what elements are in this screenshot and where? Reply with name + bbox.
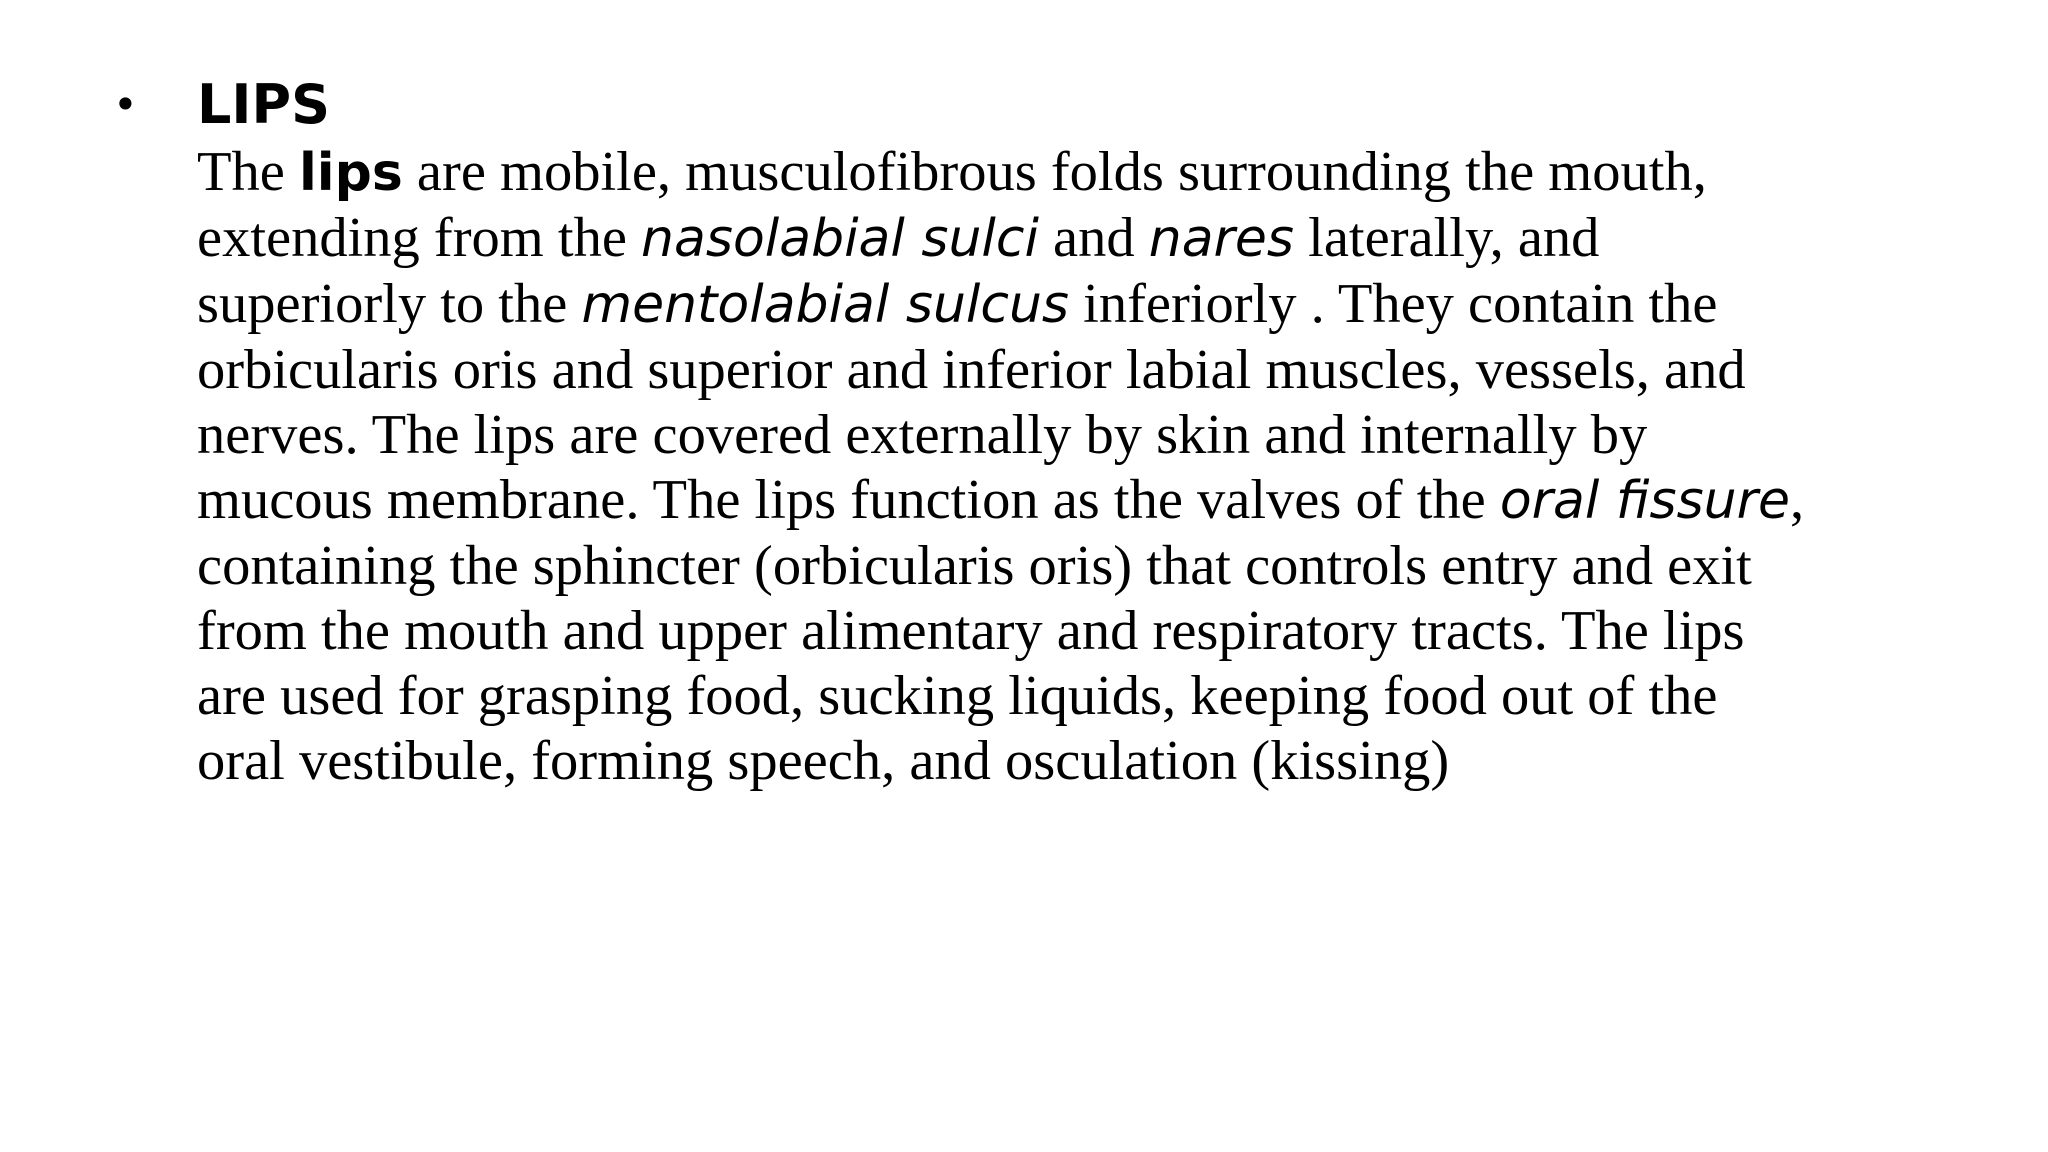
text-run: laterally, and superiorly to the xyxy=(197,207,1600,335)
slide-heading: LIPS xyxy=(197,73,330,136)
text-run: inferiorly . They contain the orbicularis oris and superior and inferior labial muscles, vessels, and nerves. The lips are covered externally by skin and internally by mucous membrane. The lips function as the valves of the xyxy=(197,273,1746,531)
term-nares: nares xyxy=(1148,209,1295,269)
text-run: and xyxy=(1038,207,1149,269)
text-run: The xyxy=(197,141,299,203)
bullet-icon: • xyxy=(113,80,138,129)
term-nasolabial-sulci: nasolabial sulci xyxy=(641,209,1039,269)
term-mentolabial-sulcus: mentolabial sulcus xyxy=(581,275,1069,335)
text-run: are mobile, musculofibrous folds surrounding the mouth, extending from the xyxy=(197,141,1707,269)
text-run: , containing the sphincter (orbicularis oris) that controls entry and exit from the mouth and upper alimentary and respiratory tracts. The lips are used for grasping food, sucking liquids, keeping food out of the oral vestibule, forming speech, and osculation (kissing) xyxy=(197,469,1805,792)
body-paragraph xyxy=(197,140,1912,794)
term-lips: lips xyxy=(298,143,403,203)
term-oral-fissure: oral fissure xyxy=(1499,471,1790,531)
bullet-item xyxy=(113,70,1912,794)
